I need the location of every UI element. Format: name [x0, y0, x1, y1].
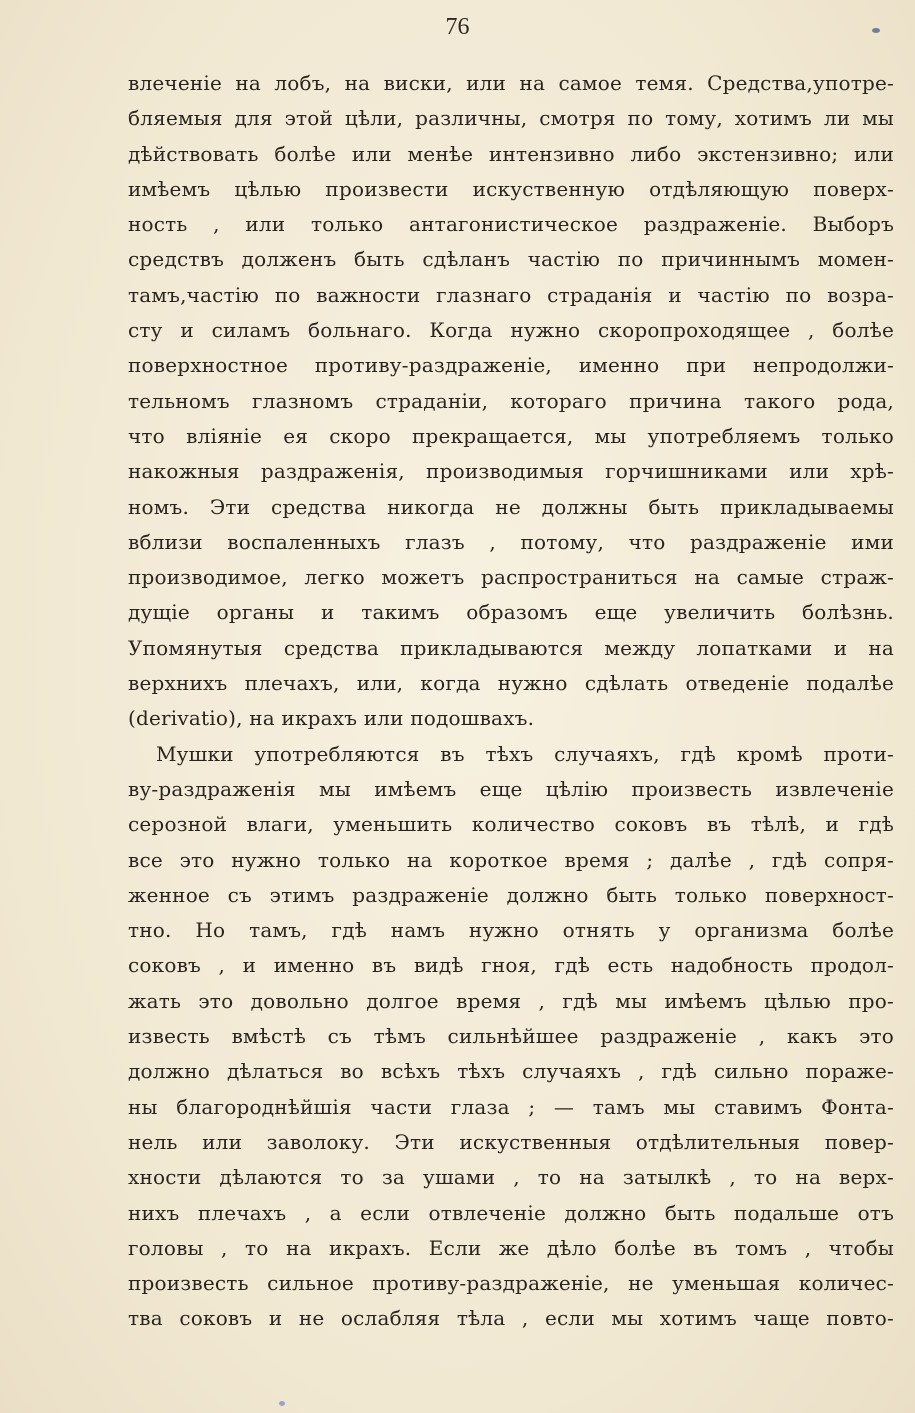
text-line: произвесть сильное противу-раздраженіе, не уменьшая количес- [128, 1271, 894, 1296]
text-line: ность , или только антагонистическое раздраженіе. Выборъ [128, 212, 894, 237]
text-line: что вліяніе ея скоро прекращается, мы употребляемъ только [128, 423, 894, 448]
text-line: бляемыя для этой цѣли, различны, смотря по тому, хотимъ ли мы [128, 106, 894, 131]
text-line: ву-раздраженія мы имѣемъ еще цѣлію произвесть извлеченіе [128, 776, 894, 801]
text-line: влеченіе на лобъ, на виски, или на самое темя. Средства,употре- [128, 71, 894, 95]
text-line: ны благороднѣйшія части глаза ; — тамъ мы ставимъ Фонта- [128, 1094, 894, 1119]
text-line: жать это довольно долгое время , гдѣ мы имѣемъ цѣлью про- [128, 988, 894, 1013]
paragraph-end-line: (derivatio), на икрахъ или подошвахъ. [128, 706, 535, 731]
ink-spot [279, 1401, 285, 1406]
text-line: дѣйствовать болѣе или менѣе интензивно либо экстензивно; или [128, 141, 894, 166]
text-line: накожныя раздраженія, производимыя горчишниками или хрѣ- [128, 459, 894, 484]
text-line: соковъ , и именно въ видѣ гноя, гдѣ есть надобность продол- [128, 953, 894, 978]
text-line: женное съ этимъ раздраженіе должно быть только поверхност- [128, 882, 894, 907]
text-line: производимое, легко можетъ распространиться на самые страж- [128, 565, 894, 590]
text-line: нель или заволоку. Эти искуственныя отдѣлительныя повер- [128, 1129, 894, 1154]
text-line: тельномъ глазномъ страданіи, котораго причина такого рода, [128, 388, 894, 413]
text-line: тно. Но тамъ, гдѣ намъ нужно отнять у организма болѣе [128, 918, 894, 943]
page-number: 76 [445, 14, 470, 40]
ink-spot [872, 28, 880, 33]
text-line: все это нужно только на короткое время ; далѣе , гдѣ сопря- [128, 847, 894, 872]
text-line: верхнихъ плечахъ, или, когда нужно сдѣлать отведеніе подалѣе [128, 671, 894, 696]
text-line: головы , то на икрахъ. Если же дѣло болѣе въ томъ , чтобы [128, 1235, 894, 1260]
text-line: сту и силамъ больнаго. Когда нужно скоропроходящее , болѣе [128, 318, 894, 343]
text-line: тамъ,частію по важности глазнаго страданія и частію по возра- [128, 282, 894, 307]
text-line: вблизи воспаленныхъ глазъ , потому, что раздраженіе ими [128, 529, 894, 554]
text-line: серозной влаги, уменьшить количество соковъ въ тѣлѣ, и гдѣ [128, 812, 894, 837]
text-line: должно дѣлаться во всѣхъ тѣхъ случаяхъ , гдѣ сильно пораже- [128, 1059, 894, 1084]
text-line: поверхностное противу-раздраженіе, именно при непродолжи- [128, 353, 894, 378]
text-line: Упомянутыя средства прикладываются между лопатками и на [128, 635, 894, 660]
body-text [128, 66, 894, 1337]
text-line: имѣемъ цѣлью произвести искуственную отдѣляющую поверх- [128, 176, 894, 201]
text-line: нихъ плечахъ , а если отвлеченіе должно быть подальше отъ [128, 1200, 894, 1225]
text-line: известь вмѣстѣ съ тѣмъ сильнѣйшее раздраженіе , какъ это [128, 1024, 894, 1049]
text-line: тва соковъ и не ослабляя тѣла , если мы хотимъ чаще повто- [128, 1306, 894, 1331]
text-line: номъ. Эти средства никогда не должны быть прикладываемы [128, 494, 894, 519]
text-line: хности дѣлаются то за ушами , то на затылкѣ , то на верх- [128, 1165, 894, 1190]
text-line: средствъ долженъ быть сдѣланъ частію по причиннымъ момен- [128, 247, 894, 272]
text-line: дущіе органы и такимъ образомъ еще увеличить болѣзнь. [128, 600, 894, 625]
paragraph-first-line: Мушки употребляются въ тѣхъ случаяхъ, гдѣ кромѣ проти- [156, 741, 894, 766]
